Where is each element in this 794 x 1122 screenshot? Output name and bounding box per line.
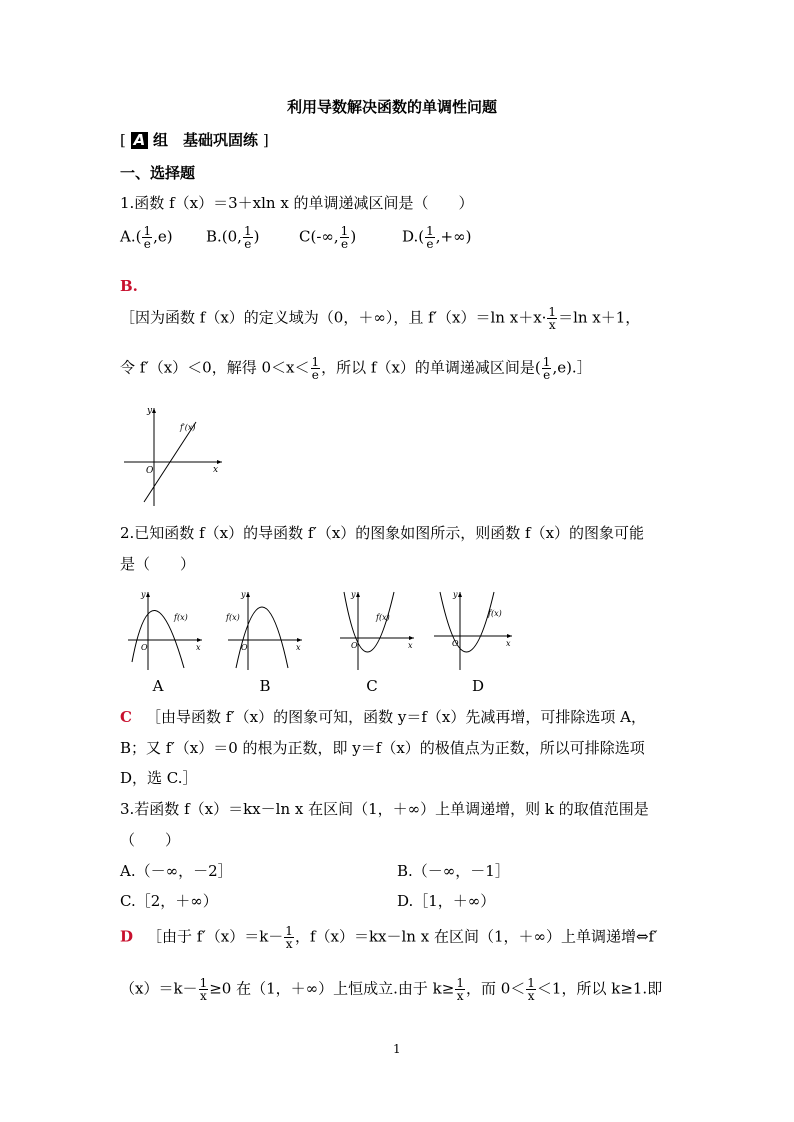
page-number: 1	[393, 1042, 401, 1056]
q1-answer: B.	[120, 277, 138, 295]
q1-option-b: B.(0, $\frac{1}{e}$ )	[206, 224, 260, 251]
q3-explanation-line2: （x）＝k－ $\frac{1}{x}$ ≥0 在（1，＋∞）上恒成立.由于 k≥ $\frac{1}{x}$ ，而 0＜ $\frac{1}{x}$ ＜1，所以 k≥1.即	[120, 976, 663, 1003]
bracket-open: [	[120, 131, 126, 149]
svg-text:x: x	[506, 639, 511, 648]
svg-text:y: y	[241, 590, 246, 599]
q1-explanation-line1: ［因为函数 f（x）的定义域为（0，＋∞），且 f′（x）＝ln x＋x· $\frac{1}{x}$ ＝ln x＋1，	[120, 305, 641, 332]
svg-text:y: y	[453, 590, 458, 599]
derivative-graph	[118, 402, 228, 512]
y-axis-arrow-icon	[152, 408, 156, 413]
q1-option-d: D.( $\frac{1}{e}$ ,+∞)	[402, 224, 472, 251]
q2-stem-line1: 2.已知函数 f（x）的导函数 f′（x）的图象如图所示，则函数 f（x）的图象可能	[120, 524, 645, 542]
option-graph-c-label: C	[366, 677, 378, 695]
svg-text:O: O	[141, 643, 148, 652]
option-graph-a	[124, 586, 206, 672]
option-graph-b-label: B	[259, 677, 271, 695]
svg-text:O: O	[452, 639, 459, 648]
q3-explanation-line1: D ［由于 f′（x）＝k－ $\frac{1}{x}$ ，f（x）＝kx－ln x 在区间（1，＋∞）上单调递增⇔f′	[120, 924, 658, 951]
group-label: 组 基础巩固练	[153, 131, 259, 149]
q1-stem: 1.函数 f（x）＝3＋xln x 的单调递减区间是（ ）	[120, 194, 474, 212]
option-graph-c	[336, 586, 418, 672]
svg-text:O: O	[241, 643, 248, 652]
page-title: 利用导数解决函数的单调性问题	[287, 98, 498, 116]
group-header	[120, 129, 269, 150]
q2-explanation-line1: C ［由导函数 f′（x）的图象可知，函数 y＝f（x）先减再增，可排除选项 A，	[120, 708, 646, 726]
group-badge: A	[131, 132, 149, 149]
q1-option-c: C(-∞, $\frac{1}{e}$ )	[299, 224, 357, 251]
option-graph-b	[224, 586, 306, 672]
curve-label: f′(x)	[180, 423, 196, 432]
q3-stem-line1: 3.若函数 f（x）＝kx－ln x 在区间（1，＋∞）上单调递增，则 k 的取值范围是	[120, 800, 649, 818]
q3-option-c: C.［2，＋∞）	[120, 892, 218, 910]
q1-option-a: A.( $\frac{1}{e}$ ,e)	[120, 224, 173, 251]
q1-explanation-line2: 令 f′（x）＜0，解得 0＜x＜ $\frac{1}{e}$ ，所以 f（x）的单调递减区间是( $\frac{1}{e}$ ,e).］	[120, 355, 592, 382]
option-graph-d-label: D	[471, 677, 485, 695]
x-axis-arrow-icon	[217, 460, 222, 464]
bracket-close: ]	[262, 131, 269, 149]
y-label: y	[147, 406, 153, 416]
svg-text:y: y	[351, 590, 356, 599]
x-label: x	[213, 465, 219, 475]
option-graph-d	[430, 586, 516, 672]
q2-explanation-line2: B；又 f′（x）＝0 的根为正数，即 y＝f（x）的极值点为正数，所以可排除选项	[120, 739, 645, 757]
q2-answer: C	[120, 708, 132, 726]
q3-stem-line2: （ ）	[120, 831, 181, 849]
svg-text:f(x): f(x)	[226, 613, 240, 622]
svg-text:f(x): f(x)	[488, 609, 502, 618]
q3-option-a: A.（－∞，－2］	[120, 862, 233, 880]
q2-explanation-line3: D，选 C.］	[120, 769, 198, 787]
svg-text:x: x	[196, 643, 201, 652]
q2-stem-line2: 是（ ）	[120, 555, 196, 573]
svg-text:O: O	[351, 641, 358, 650]
q3-option-d: D.［1，＋∞）	[397, 892, 496, 910]
option-graph-a-label: A	[152, 677, 164, 695]
origin-label: O	[146, 466, 154, 476]
svg-text:f(x): f(x)	[174, 613, 188, 622]
svg-text:f(x): f(x)	[376, 613, 390, 622]
svg-text:y: y	[141, 590, 146, 599]
svg-text:x: x	[296, 643, 301, 652]
q3-option-b: B.（－∞，－1］	[397, 862, 510, 880]
section-heading: 一、选择题	[120, 164, 196, 182]
q3-answer: D	[120, 927, 134, 946]
svg-text:x: x	[408, 641, 413, 650]
